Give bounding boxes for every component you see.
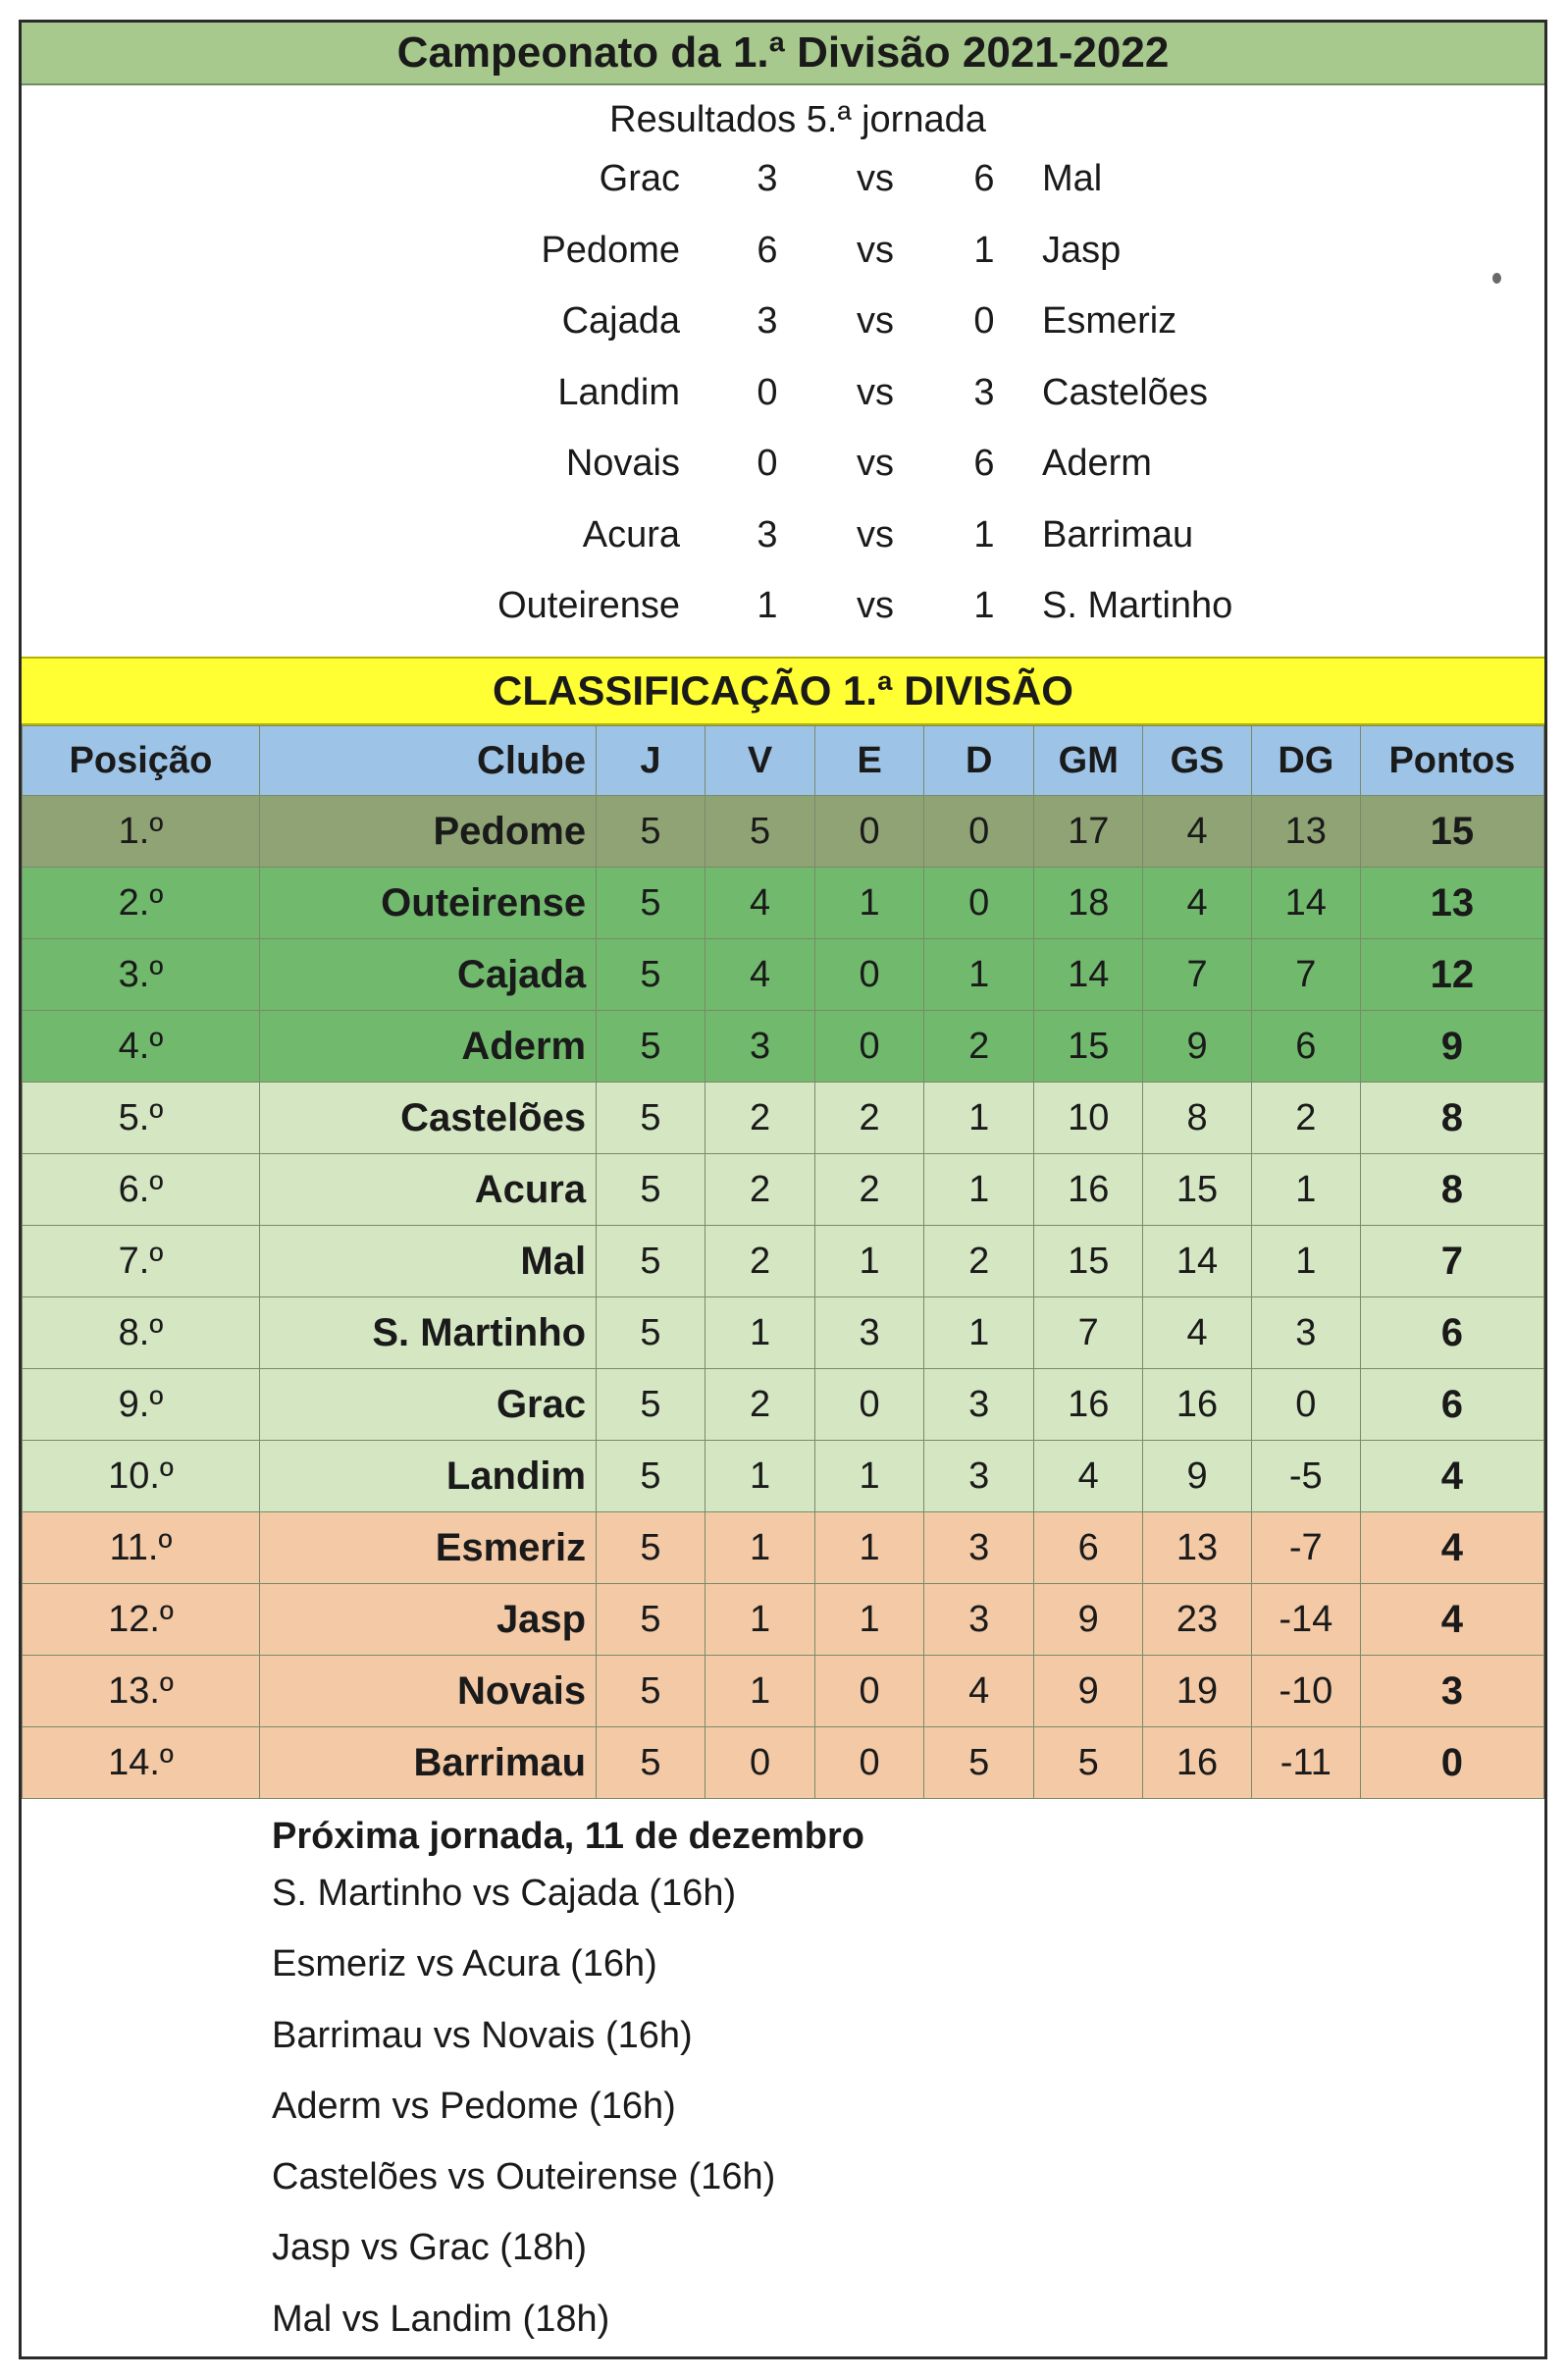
cell-v: 2: [705, 1369, 814, 1441]
table-row: [23, 1369, 1544, 1441]
next-match: Esmeriz vs Acura (16h): [272, 1943, 657, 1985]
cell-gs: 19: [1143, 1656, 1252, 1727]
results-title: Resultados 5.ª jornada: [609, 99, 986, 140]
cell-club: Landim: [259, 1441, 596, 1512]
cell-gs: 14: [1143, 1226, 1252, 1297]
cell-j: 5: [597, 1154, 705, 1226]
cell-gm: 18: [1034, 868, 1143, 939]
cell-pos: 11.º: [23, 1512, 260, 1584]
standings-header-row: [23, 726, 1544, 796]
cell-pts: 9: [1360, 1011, 1543, 1083]
cell-pos: 12.º: [23, 1584, 260, 1656]
result-home-team: Cajada: [561, 300, 680, 342]
cell-pts: 3: [1360, 1656, 1543, 1727]
cell-dg: 6: [1251, 1011, 1360, 1083]
result-away-score: 6: [973, 443, 995, 484]
cell-dg: 14: [1251, 868, 1360, 939]
cell-d: 2: [924, 1226, 1034, 1297]
results-list: [22, 144, 1544, 643]
next-round-title: Próxima jornada, 11 de dezembro: [272, 1816, 864, 1857]
result-home-score: 0: [757, 371, 778, 413]
table-row: [23, 796, 1544, 868]
table-row: [23, 1584, 1544, 1656]
column-header: Posição: [23, 726, 260, 796]
table-row: [23, 1512, 1544, 1584]
column-header: GM: [1034, 726, 1143, 796]
result-away-score: 1: [973, 585, 995, 626]
result-home-score: 1: [757, 585, 778, 626]
cell-pts: 4: [1360, 1441, 1543, 1512]
cell-v: 4: [705, 939, 814, 1011]
result-away-score: 1: [973, 513, 995, 555]
cell-pts: 12: [1360, 939, 1543, 1011]
cell-pts: 13: [1360, 868, 1543, 939]
result-home-team: Pedome: [541, 229, 680, 271]
cell-gm: 4: [1034, 1441, 1143, 1512]
cell-e: 1: [815, 1226, 924, 1297]
cell-club: Jasp: [259, 1584, 596, 1656]
cell-pos: 13.º: [23, 1656, 260, 1727]
cell-d: 3: [924, 1369, 1034, 1441]
result-home-team: Landim: [557, 371, 680, 413]
cell-v: 2: [705, 1083, 814, 1154]
table-row: [23, 868, 1544, 939]
result-away-score: 0: [973, 300, 995, 342]
cell-gs: 7: [1143, 939, 1252, 1011]
cell-d: 4: [924, 1656, 1034, 1727]
result-home-score: 3: [757, 158, 778, 199]
cell-v: 1: [705, 1512, 814, 1584]
cell-d: 1: [924, 939, 1034, 1011]
cell-gs: 23: [1143, 1584, 1252, 1656]
cell-v: 1: [705, 1441, 814, 1512]
cell-gs: 16: [1143, 1727, 1252, 1799]
next-match: Barrimau vs Novais (16h): [272, 2014, 693, 2056]
cell-pts: 4: [1360, 1584, 1543, 1656]
cell-v: 1: [705, 1656, 814, 1727]
cell-gs: 8: [1143, 1083, 1252, 1154]
cell-club: Acura: [259, 1154, 596, 1226]
cell-gs: 4: [1143, 796, 1252, 868]
cell-club: Cajada: [259, 939, 596, 1011]
cell-gm: 15: [1034, 1226, 1143, 1297]
next-match: Aderm vs Pedome (16h): [272, 2085, 676, 2127]
cell-j: 5: [597, 1297, 705, 1369]
cell-pts: 6: [1360, 1297, 1543, 1369]
cell-dg: -7: [1251, 1512, 1360, 1584]
cell-e: 0: [815, 1011, 924, 1083]
next-round: [272, 1809, 1351, 2360]
result-vs: vs: [857, 229, 894, 271]
cell-d: 1: [924, 1297, 1034, 1369]
cell-gm: 9: [1034, 1584, 1143, 1656]
cell-gm: 16: [1034, 1369, 1143, 1441]
result-away-team: Barrimau: [1042, 513, 1194, 555]
cell-club: S. Martinho: [259, 1297, 596, 1369]
cell-gs: 9: [1143, 1011, 1252, 1083]
table-row: [23, 1727, 1544, 1799]
cell-pts: 6: [1360, 1369, 1543, 1441]
cell-j: 5: [597, 796, 705, 868]
result-away-team: Esmeriz: [1042, 300, 1177, 342]
result-vs: vs: [857, 158, 894, 199]
cell-j: 5: [597, 1011, 705, 1083]
next-match: Mal vs Landim (18h): [272, 2298, 610, 2340]
cell-d: 1: [924, 1083, 1034, 1154]
result-away-team: S. Martinho: [1042, 585, 1233, 626]
table-row: [23, 1297, 1544, 1369]
column-header: J: [597, 726, 705, 796]
cell-pos: 4.º: [23, 1011, 260, 1083]
cell-d: 1: [924, 1154, 1034, 1226]
cell-dg: -5: [1251, 1441, 1360, 1512]
column-header: GS: [1143, 726, 1252, 796]
next-match: Jasp vs Grac (18h): [272, 2227, 587, 2269]
cell-gs: 4: [1143, 868, 1252, 939]
cell-club: Pedome: [259, 796, 596, 868]
cell-gs: 15: [1143, 1154, 1252, 1226]
cell-club: Barrimau: [259, 1727, 596, 1799]
cell-e: 0: [815, 939, 924, 1011]
table-row: [23, 1083, 1544, 1154]
result-home-team: Grac: [599, 158, 680, 199]
result-away-score: 3: [973, 371, 995, 413]
cell-v: 4: [705, 868, 814, 939]
cell-gs: 9: [1143, 1441, 1252, 1512]
cell-gm: 16: [1034, 1154, 1143, 1226]
result-row: [22, 216, 1544, 288]
cell-dg: -10: [1251, 1656, 1360, 1727]
cell-club: Novais: [259, 1656, 596, 1727]
next-round-list: [272, 1864, 1351, 2360]
cell-dg: 2: [1251, 1083, 1360, 1154]
result-away-team: Jasp: [1042, 229, 1122, 271]
cell-j: 5: [597, 1226, 705, 1297]
cell-j: 5: [597, 868, 705, 939]
scan-speck: [1492, 273, 1501, 284]
cell-j: 5: [597, 1441, 705, 1512]
table-row: [23, 1656, 1544, 1727]
cell-pos: 14.º: [23, 1727, 260, 1799]
table-row: [23, 1226, 1544, 1297]
cell-pos: 7.º: [23, 1226, 260, 1297]
cell-gm: 5: [1034, 1727, 1143, 1799]
result-vs: vs: [857, 513, 894, 555]
cell-pos: 3.º: [23, 939, 260, 1011]
cell-pts: 7: [1360, 1226, 1543, 1297]
result-vs: vs: [857, 300, 894, 342]
classification-title: CLASSIFICAÇÃO 1.ª DIVISÃO: [22, 657, 1544, 725]
cell-pos: 8.º: [23, 1297, 260, 1369]
standings-table: [22, 725, 1544, 1799]
cell-e: 2: [815, 1083, 924, 1154]
cell-v: 1: [705, 1584, 814, 1656]
result-row: [22, 429, 1544, 501]
cell-d: 5: [924, 1727, 1034, 1799]
result-home-team: Outeirense: [497, 585, 680, 626]
cell-club: Esmeriz: [259, 1512, 596, 1584]
result-away-score: 6: [973, 158, 995, 199]
cell-pts: 15: [1360, 796, 1543, 868]
result-home-score: 3: [757, 513, 778, 555]
cell-gm: 10: [1034, 1083, 1143, 1154]
table-row: [23, 1011, 1544, 1083]
cell-pos: 6.º: [23, 1154, 260, 1226]
cell-dg: 13: [1251, 796, 1360, 868]
result-row: [22, 287, 1544, 358]
cell-v: 2: [705, 1154, 814, 1226]
cell-gm: 17: [1034, 796, 1143, 868]
column-header: D: [924, 726, 1034, 796]
cell-gm: 9: [1034, 1656, 1143, 1727]
cell-j: 5: [597, 1083, 705, 1154]
column-header: Pontos: [1360, 726, 1543, 796]
cell-dg: 1: [1251, 1226, 1360, 1297]
cell-club: Grac: [259, 1369, 596, 1441]
standings-body: [23, 796, 1544, 1799]
result-vs: vs: [857, 371, 894, 413]
table-row: [23, 1441, 1544, 1512]
cell-e: 2: [815, 1154, 924, 1226]
column-header: E: [815, 726, 924, 796]
cell-club: Aderm: [259, 1011, 596, 1083]
championship-title: Campeonato da 1.ª Divisão 2021-2022: [22, 23, 1544, 85]
result-away-team: Mal: [1042, 158, 1103, 199]
result-home-team: Novais: [565, 443, 680, 484]
cell-pos: 2.º: [23, 868, 260, 939]
column-header: V: [705, 726, 814, 796]
cell-gs: 13: [1143, 1512, 1252, 1584]
cell-club: Castelões: [259, 1083, 596, 1154]
cell-j: 5: [597, 1369, 705, 1441]
cell-pos: 1.º: [23, 796, 260, 868]
result-away-score: 1: [973, 229, 995, 271]
cell-e: 0: [815, 796, 924, 868]
column-header: DG: [1251, 726, 1360, 796]
cell-e: 1: [815, 1512, 924, 1584]
cell-e: 3: [815, 1297, 924, 1369]
cell-pos: 10.º: [23, 1441, 260, 1512]
cell-pts: 0: [1360, 1727, 1543, 1799]
cell-gs: 16: [1143, 1369, 1252, 1441]
cell-v: 3: [705, 1011, 814, 1083]
cell-gm: 15: [1034, 1011, 1143, 1083]
result-home-team: Acura: [582, 513, 680, 555]
result-home-score: 6: [757, 229, 778, 271]
cell-v: 0: [705, 1727, 814, 1799]
next-match: Castelões vs Outeirense (16h): [272, 2156, 776, 2198]
result-away-team: Aderm: [1042, 443, 1152, 484]
cell-v: 2: [705, 1226, 814, 1297]
cell-j: 5: [597, 1512, 705, 1584]
cell-j: 5: [597, 1727, 705, 1799]
standings-sheet: [19, 20, 1547, 2359]
cell-pts: 4: [1360, 1512, 1543, 1584]
cell-dg: 3: [1251, 1297, 1360, 1369]
result-vs: vs: [857, 585, 894, 626]
result-away-team: Castelões: [1042, 371, 1208, 413]
cell-dg: 7: [1251, 939, 1360, 1011]
result-vs: vs: [857, 443, 894, 484]
cell-pos: 5.º: [23, 1083, 260, 1154]
cell-d: 3: [924, 1512, 1034, 1584]
result-row: [22, 501, 1544, 572]
cell-e: 1: [815, 868, 924, 939]
result-row: [22, 358, 1544, 430]
cell-e: 1: [815, 1441, 924, 1512]
cell-d: 0: [924, 796, 1034, 868]
cell-d: 0: [924, 868, 1034, 939]
cell-v: 1: [705, 1297, 814, 1369]
cell-gm: 7: [1034, 1297, 1143, 1369]
cell-dg: 1: [1251, 1154, 1360, 1226]
cell-dg: -11: [1251, 1727, 1360, 1799]
cell-j: 5: [597, 939, 705, 1011]
result-row: [22, 144, 1544, 216]
cell-j: 5: [597, 1656, 705, 1727]
cell-d: 2: [924, 1011, 1034, 1083]
cell-e: 0: [815, 1656, 924, 1727]
cell-gm: 14: [1034, 939, 1143, 1011]
cell-gm: 6: [1034, 1512, 1143, 1584]
cell-e: 1: [815, 1584, 924, 1656]
table-row: [23, 939, 1544, 1011]
column-header: Clube: [259, 726, 596, 796]
next-match: S. Martinho vs Cajada (16h): [272, 1873, 737, 1914]
cell-j: 5: [597, 1584, 705, 1656]
cell-dg: 0: [1251, 1369, 1360, 1441]
cell-club: Mal: [259, 1226, 596, 1297]
cell-gs: 4: [1143, 1297, 1252, 1369]
cell-pos: 9.º: [23, 1369, 260, 1441]
result-home-score: 3: [757, 300, 778, 342]
cell-v: 5: [705, 796, 814, 868]
cell-club: Outeirense: [259, 868, 596, 939]
cell-e: 0: [815, 1369, 924, 1441]
result-row: [22, 571, 1544, 643]
table-row: [23, 1154, 1544, 1226]
cell-pts: 8: [1360, 1154, 1543, 1226]
cell-d: 3: [924, 1584, 1034, 1656]
result-home-score: 0: [757, 443, 778, 484]
cell-e: 0: [815, 1727, 924, 1799]
cell-pts: 8: [1360, 1083, 1543, 1154]
cell-d: 3: [924, 1441, 1034, 1512]
cell-dg: -14: [1251, 1584, 1360, 1656]
